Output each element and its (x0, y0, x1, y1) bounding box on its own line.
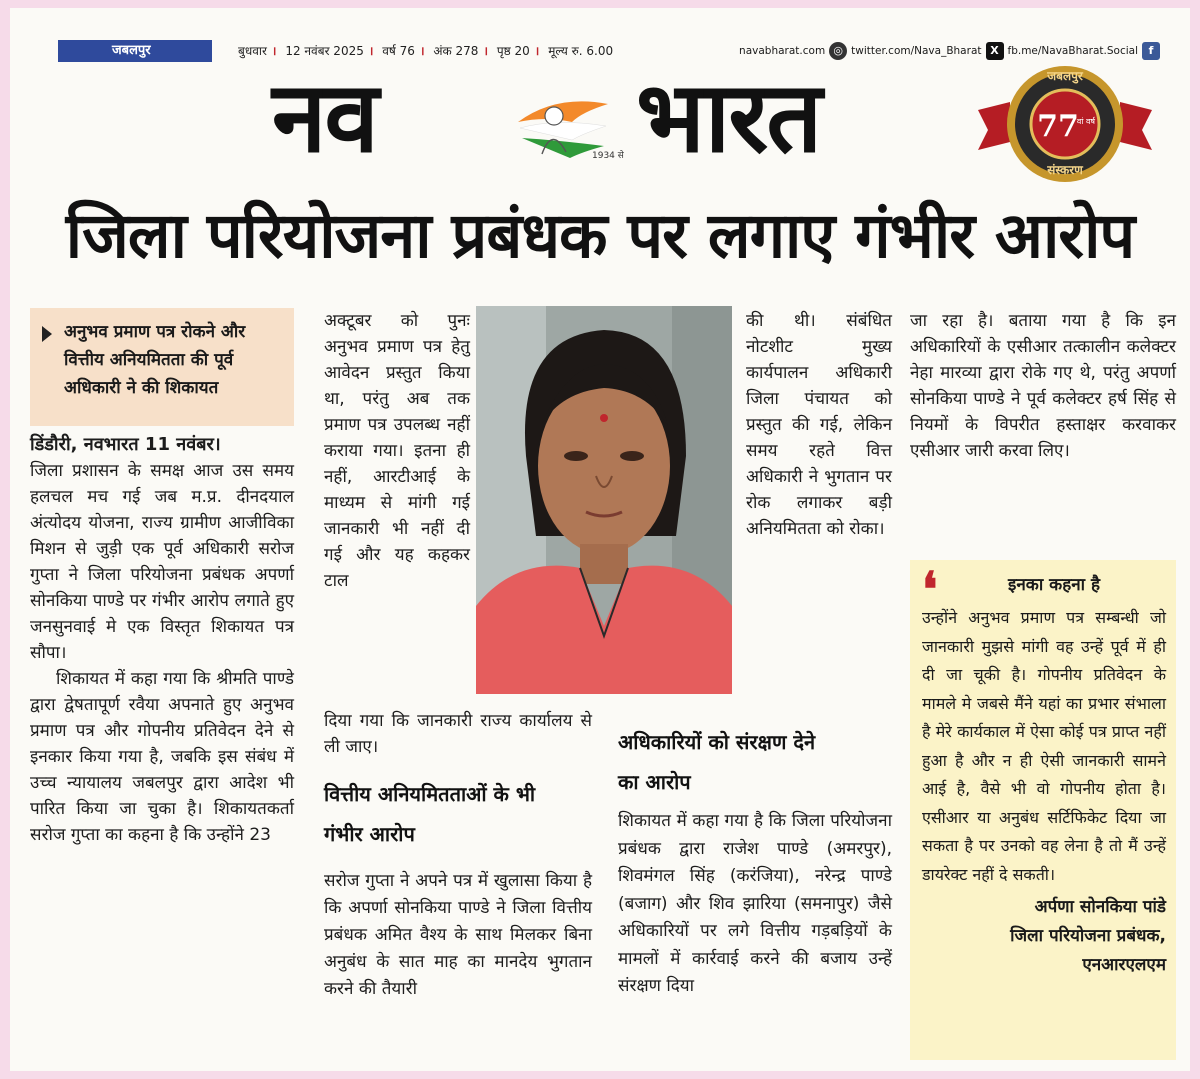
deck-text: अनुभव प्रमाण पत्र रोकने और वित्तीय अनियमितता की पूर्व अधिकारी ने की शिकायत (64, 322, 246, 398)
col1-paragraph-2: शिकायत में कहा गया कि श्रीमति पाण्डे द्वारा द्वेषतापूर्ण रवैया अपनाते हुए अनुभव प्रमाण पत्र और गोपनीय प्रतिवेदन देने से इनकार किया गया है, जबकि इस संबंध में उच्च न्यायालय जबलपुर द्वारा आदेश भी पारित किया जा चुका है। शिकायतकर्ता सरोज गुप्ता का कहना है कि उन्होंने 23 (30, 669, 294, 845)
facebook-link[interactable]: fb.me/NavaBharat.Social (1007, 45, 1138, 57)
newspaper-page (10, 8, 1190, 1071)
masthead-strip (58, 40, 1160, 62)
quote-signature-org: एनआरएलएम (1082, 955, 1166, 975)
story-dateline: डिंडौरी, नवभारत 11 नवंबर। (30, 434, 221, 455)
col3-paragraph-bottom: शिकायत में कहा गया है कि जिला परियोजना प्रबंधक द्वारा राजेश पाण्डे (अमरपुर), शिवमंगल सिंह (करंजिया), नरेन्द्र पाण्डे (बजाग) और शिव झारिया (समनापुर) जैसे अधिकारियों पर लगे वित्तीय गड़बड़ियों के मामलों में कार्रवाई करने की बजाय उन्हें संरक्षण दिया (618, 811, 892, 996)
twitter-link[interactable]: twitter.com/Nava_Bharat (851, 45, 982, 57)
column-4 (910, 308, 1176, 464)
column-1 (30, 432, 294, 848)
badge-edition: संस्करण (1047, 163, 1083, 177)
issue-price: मूल्य रु. 6.00 (548, 44, 614, 58)
quote-signature-title: जिला परियोजना प्रबंधक, (1010, 926, 1166, 946)
subhead-protection: अधिकारियों को संरक्षण देने का आरोप (618, 730, 816, 794)
deck-box (30, 308, 294, 426)
anniversary-badge (970, 60, 1160, 188)
issue-number: अंक 278 (433, 44, 479, 58)
badge-suffix: वां वर्ष (1076, 117, 1096, 126)
issue-date: 12 नवंबर 2025 (285, 44, 364, 58)
city-label: जबलपुर (58, 40, 212, 62)
col2-paragraph-wide: दिया गया कि जानकारी राज्य कार्यालय से ली जाए। (324, 711, 592, 757)
quote-box (910, 560, 1176, 1060)
quote-mark-icon: ❛ (922, 562, 938, 618)
globe-icon: ◎ (829, 42, 847, 60)
emblem-year: 1934 से (592, 151, 624, 161)
logo-bharat: भारत (636, 60, 821, 175)
subhead-financial: वित्तीय अनियमितताओं के भी गंभीर आरोप (324, 782, 536, 846)
issue-year: वर्ष 76 (382, 44, 415, 58)
column-2-bottom (324, 868, 592, 1003)
facebook-icon: f (1142, 42, 1160, 60)
column-3-bottom (618, 808, 892, 1001)
logo-nav: नव (272, 60, 377, 175)
quote-signature-name: अर्पणा सोनकिया पांडे (1034, 897, 1166, 917)
flag-emblem-icon (496, 82, 626, 162)
issue-dateline: बुधवार । 12 नवंबर 2025 । वर्ष 76 । अंक 278 । पृष्ठ 20 । मूल्य रु. 6.00 (238, 44, 614, 58)
issue-pages: पृष्ठ 20 (496, 44, 530, 58)
website-link[interactable]: navabharat.com (739, 45, 826, 57)
column-3-top (746, 308, 892, 542)
column-2-top (324, 308, 470, 594)
badge-city: जबलपुर (1047, 69, 1083, 83)
col1-paragraph-1: जिला प्रशासन के समक्ष आज उस समय हलचल मच गई जब म.प्र. दीनदयाल अंत्योदय योजना, राज्य ग्रामीण आजीविका मिशन से जुड़ी एक पूर्व अधिकारी सरोज गुप्ता ने जिला परियोजना प्रबंधक अपर्णा सोनकिया पाण्डे पर गंभीर आरोप लगाते हुए जनसुनवाई मे एक विस्तृत शिकायत पत्र सौपा। (30, 461, 294, 663)
x-icon: X (986, 42, 1004, 60)
issue-day: बुधवार (238, 44, 267, 58)
headline: जिला परियोजना प्रबंधक पर लगाए गंभीर आरोप (65, 199, 1135, 272)
col2-paragraph-top: अक्टूबर को पुनः अनुभव प्रमाण पत्र हेतु आवेदन प्रस्तुत किया था, परंतु अब तक प्रमाण पत्र उपलब्ध नहीं कराया गया। इतना ही नहीं, आरटीआई के माध्यम से मांगी गई जानकारी भी नहीं दी गई और यह कहकर टाल (324, 311, 470, 591)
badge-number: 77 (1037, 109, 1079, 144)
quote-body: उन्होंने अनुभव प्रमाण पत्र सम्बन्धी जो जानकारी मुझसे मांगी वह उन्हें पूर्व में ही दी जा चूकी है। गोपनीय प्रतिवेदन के मामले मे जबसे मैंने यहां का प्रभार संभाला है मेरे कार्यकाल में ऐसा कोई पत्र प्राप्त नहीं हुआ है और न ही ऐसी जानकारी सामने आई है, वैसे भी वो गोपनीय होता है। एसीआर या अनुबंध सर्टिफिकेट दिया जा सकता है पर उनको वह लेना है तो मैं उन्हें डायरेक्ट नहीं दे सकती। (922, 608, 1166, 884)
complainant-photo (476, 306, 732, 694)
triangle-right-icon (42, 326, 52, 342)
col2-paragraph-bottom: सरोज गुप्ता ने अपने पत्र में खुलासा किया है कि अपर्णा सोनकिया पाण्डे ने जिला वित्तीय प्रबंधक अमित वैश्य के साथ मिलकर बिना अनुबंध के सात माह का मानदेय भुगतान करने की तैयारी (324, 871, 592, 999)
column-2-wide (324, 708, 592, 760)
social-links (739, 42, 1160, 60)
quote-title: इनका कहना है (1007, 575, 1101, 595)
col3-paragraph-top: की थी। संबंधित नोटशीट मुख्य कार्यपालन अधिकारी जिला पंचायत को प्रस्तुत की गई, लेकिन समय रहते वित्त अधिकारी ने भुगतान पर रोक लगाकर बड़ी अनियमितता को रोका। (746, 311, 892, 539)
col4-paragraph: जा रहा है। बताया गया है कि इन अधिकारियों के एसीआर तत्कालीन कलेक्टर नेहा मारव्या द्वारा रोके गए थे, परंतु अपर्णा सोनकिया पाण्डे ने पूर्व कलेक्टर हर्ष सिंह से नियमों के विपरीत हस्ताक्षर करवाकर एसीआर जारी करवा लिए। (910, 311, 1176, 461)
